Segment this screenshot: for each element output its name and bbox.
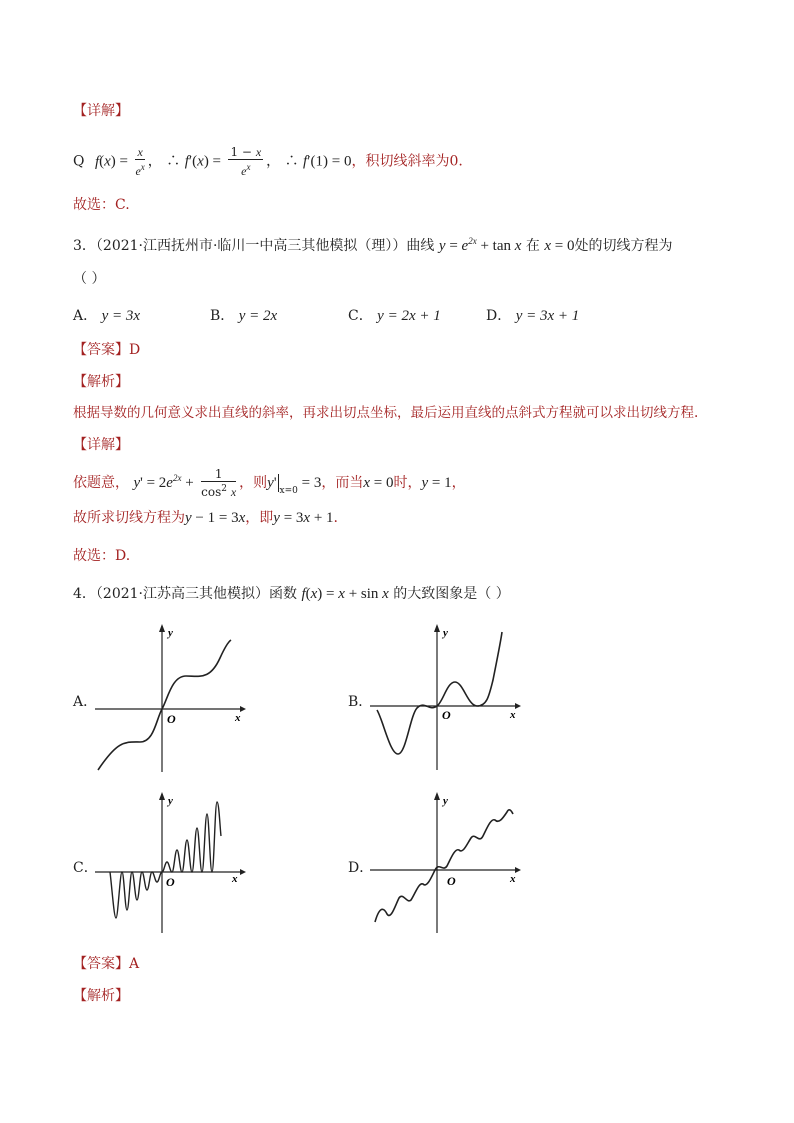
y-axis-arrow-icon — [159, 792, 165, 800]
x-axis-arrow-icon — [515, 703, 521, 709]
q3-answer — [73, 341, 140, 359]
x-label: x — [235, 712, 241, 724]
x-label: x — [510, 873, 516, 885]
q3-analysis-label: 【解析】 — [73, 374, 129, 390]
y-label: y — [168, 627, 173, 639]
x-axis-arrow-icon — [515, 867, 521, 873]
graph-c[interactable] — [90, 788, 250, 938]
y-label: y — [443, 627, 448, 639]
q4-stem-prefix: 4．（2021·江苏高三其他模拟）函数 — [73, 586, 297, 602]
detail-and: ，而当 — [321, 475, 364, 491]
q3-detail-label: 【详解】 — [73, 437, 129, 453]
curve — [377, 632, 502, 754]
option-expr: y = 3x + 1 — [515, 308, 580, 324]
graph-d[interactable] — [365, 788, 525, 938]
q3-option-a[interactable] — [73, 305, 140, 325]
result-prefix: 故所求切线方程为 — [73, 510, 185, 526]
answer-label: 【答案】 — [73, 956, 129, 972]
q3-stem-prefix: 3．（2021·江西抚州市·临川一中高三其他模拟（理））曲线 — [73, 238, 435, 254]
graph-label-d[interactable]: D． — [348, 860, 374, 876]
y-label: y — [168, 795, 173, 807]
option-label: C． — [348, 308, 373, 324]
x-axis-arrow-icon — [240, 706, 246, 712]
q3-option-b[interactable] — [210, 305, 277, 325]
origin-label: O — [442, 708, 451, 722]
option-expr: y = 3x — [101, 308, 141, 324]
q4-stem-suffix: 的大致图象是（ ） — [393, 586, 510, 602]
graph-label-b[interactable]: B． — [348, 694, 373, 710]
q4-answer — [73, 955, 139, 973]
q4-stem: 4．（2021·江苏高三其他模拟）函数 f(x) = x + sin x 的大致图象是（ ） — [73, 586, 510, 602]
q3-stem-mid: 在 — [525, 238, 540, 254]
answer-label: 【答案】 — [73, 342, 129, 358]
q2-conclusion: ，积切线斜率为0. — [351, 153, 463, 170]
curve — [98, 640, 231, 770]
q3-choice: 故选：D. — [73, 548, 131, 564]
q3-option-d[interactable] — [486, 305, 579, 325]
option-expr: y = 2x + 1 — [377, 308, 441, 324]
origin-label: O — [447, 874, 456, 888]
x-label: x — [232, 873, 238, 885]
x-axis-arrow-icon — [240, 869, 246, 875]
y-axis-arrow-icon — [434, 792, 440, 800]
curve — [110, 802, 221, 918]
curve — [375, 810, 513, 922]
option-label: B． — [210, 308, 235, 324]
option-label: A． — [73, 308, 98, 324]
result-mid: ，即 — [245, 510, 274, 526]
graph-label-c[interactable]: C． — [73, 860, 98, 876]
x-label: x — [510, 709, 516, 721]
q3-stem: 3．（2021·江西抚州市·临川一中高三其他模拟（理））曲线 $y = e^{2x} + \tan x$ 在 x = 0处的切线方程为 — [73, 236, 673, 254]
because-symbol: Q — [73, 153, 85, 170]
graph-b[interactable] — [365, 620, 525, 780]
answer-value: A — [129, 956, 140, 972]
q3-option-c[interactable] — [348, 305, 441, 325]
q3-result-line: 故所求切线方程为y − 1 = 3x，即y = 3x + 1. — [73, 510, 338, 526]
q2-choice: 故选：C. — [73, 197, 130, 213]
option-label: D． — [486, 308, 512, 324]
graph-a[interactable] — [90, 620, 250, 780]
q3-stem-suffix: 处的切线方程为 — [574, 238, 673, 254]
origin-label: O — [167, 712, 176, 726]
q3-analysis-text: 根据导数的几何意义求出直线的斜率，再求出切点坐标，最后运用直线的点斜式方程就可以求出切线方程. — [73, 405, 699, 421]
q2-detail-label: 【详解】 — [73, 103, 129, 119]
q3-paren: （ ） — [73, 271, 106, 287]
option-expr: y = 2x — [238, 308, 278, 324]
answer-value: D — [129, 342, 141, 358]
q2-solution-line: Q f(x) = $\frac{x}{e^x}$ ， ∴ f′(x) = $\frac{1 - x}{e^x}$ ， ∴ f′(1) = 0，积切线斜率为0. — [73, 145, 463, 178]
y-axis-arrow-icon — [434, 624, 440, 632]
detail-when: 时， — [393, 475, 422, 491]
origin-label: O — [166, 875, 175, 889]
graph-label-a[interactable]: A． — [73, 694, 98, 710]
y-label: y — [443, 795, 448, 807]
detail-prefix: 依题意， — [73, 475, 129, 491]
y-axis-arrow-icon — [159, 624, 165, 632]
q3-detail-line: 依题意， $y' = 2e^{2x}$ + $\frac{1}{\cos^2 x}$ ，则y' $_{x=0}$ = 3，而当x = 0时，y = 1， — [73, 467, 466, 499]
detail-then: ，则 — [239, 475, 268, 491]
q4-analysis-label: 【解析】 — [73, 988, 129, 1004]
